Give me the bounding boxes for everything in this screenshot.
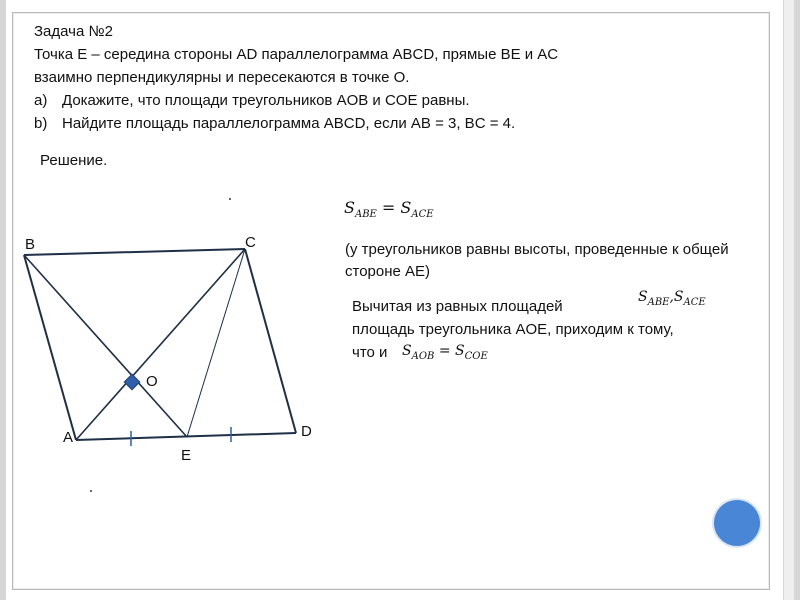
slide-left-edge: [0, 0, 6, 600]
formula-area-equality: $S_{ABE} = S_{ACE}$: [344, 198, 434, 221]
task-item-a-text: Докажите, что площади треугольников AOB и COE равны.: [62, 92, 470, 109]
task-statement: [34, 20, 734, 135]
solution-note-heights: (у треугольников равны высоты, проведенные к общей стороне AE): [345, 241, 729, 280]
label-c: C: [245, 234, 256, 251]
note-line-1: Вычитая из равных площадей: [352, 298, 563, 315]
label-o: O: [146, 373, 158, 390]
stray-dot: [90, 490, 92, 492]
task-line-1: Точка Е – середина стороны AD параллелограмма ABCD, прямые BE и AC: [34, 46, 559, 63]
slide-right-edge: [794, 0, 800, 600]
task-item-b-text: Найдите площадь параллелограмма ABCD, если AB = 3, BC = 4.: [62, 115, 516, 132]
formula-area-pair: $S_{ABE},S_{ACE}$: [638, 289, 706, 308]
task-title: Задача №2: [34, 23, 113, 40]
note-line-3: что и: [352, 344, 388, 361]
formula-conclusion: $S_{AOB} = S_{COE}$: [402, 343, 488, 362]
label-a: A: [63, 429, 74, 446]
nav-circle-button[interactable]: [714, 500, 760, 546]
note-line-2: площадь треугольника AOE, приходим к тому,: [352, 321, 674, 338]
solution-label: Решение.: [40, 152, 108, 169]
slide-right-strip: [783, 0, 794, 600]
task-item-a-marker: a): [34, 92, 48, 109]
label-e: E: [181, 447, 192, 464]
task-item-b: [34, 112, 734, 135]
task-item-b-marker: b): [34, 115, 48, 132]
stray-dot: [229, 198, 231, 200]
task-item-a: [34, 89, 734, 112]
task-line-2: взаимно перпендикулярны и пересекаются в точке О.: [34, 69, 410, 86]
label-d: D: [301, 423, 312, 440]
label-b: B: [25, 236, 36, 253]
